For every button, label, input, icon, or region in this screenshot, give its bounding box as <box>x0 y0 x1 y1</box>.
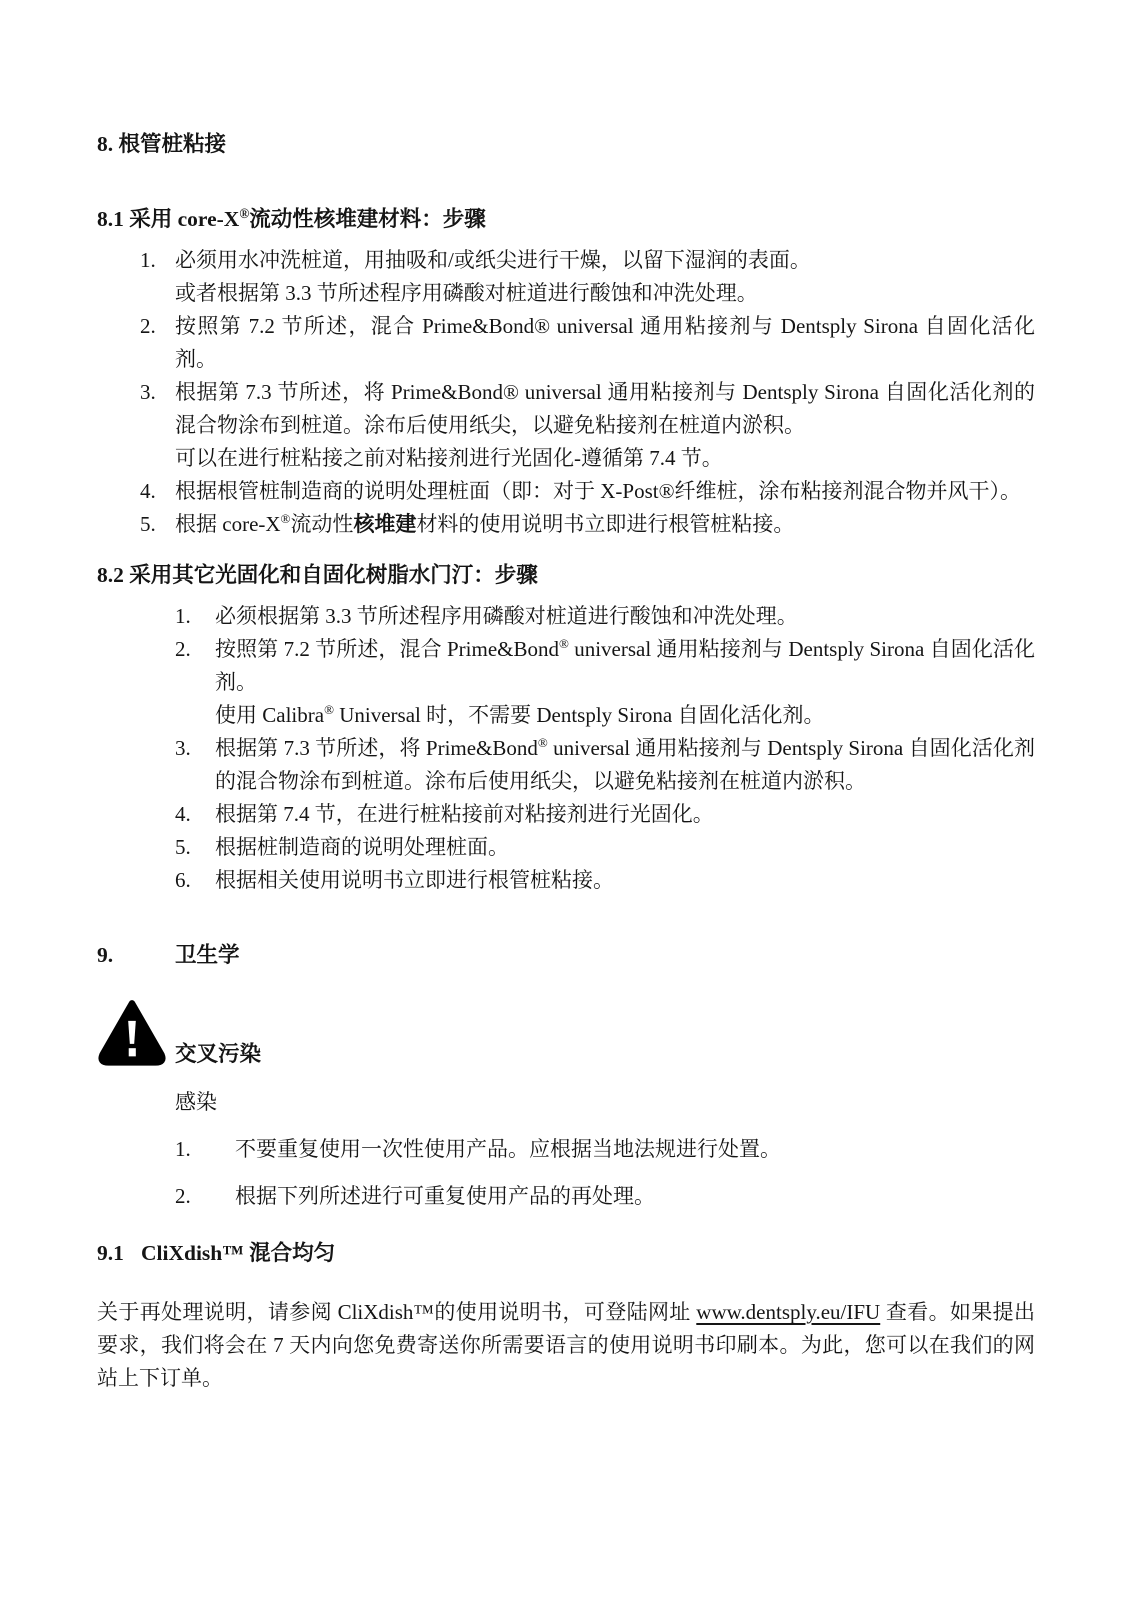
text-segment: 按照第 7.2 节所述，混合 Prime&Bond® universal 通用粘接剂与 Dentsply Sirona 自固化活化剂。 <box>175 314 1035 371</box>
section-8-heading <box>97 128 1035 161</box>
list-item-number: 1. <box>175 1137 191 1161</box>
text-segment: 根据相关使用说明书立即进行根管桩粘接。 <box>215 868 614 892</box>
list-item <box>175 600 1035 633</box>
list-item-text <box>175 376 1035 475</box>
list-item-text <box>215 831 1035 864</box>
section-9-1-title: CliXdish™ 混合均匀 <box>141 1241 336 1265</box>
text-segment: 根据根管桩制造商的说明处理桩面（即：对于 X-Post®纤维桩，涂布粘接剂混合物并风干）。 <box>175 479 1022 503</box>
text-segment: 核堆建 <box>353 512 417 536</box>
text-segment: 8.1 采用 core-X <box>97 207 240 231</box>
list-item-text <box>175 244 1035 310</box>
text-segment: 根据第 7.3 节所述，将 Prime&Bond <box>215 736 538 760</box>
list-item-text <box>215 798 1035 831</box>
text-segment: 按照第 7.2 节所述，混合 Prime&Bond <box>215 637 559 661</box>
list-item-number: 1. <box>175 604 191 628</box>
list-item <box>175 633 1035 732</box>
section-8-1-heading <box>97 203 1035 236</box>
text-segment: 流动性 <box>290 512 354 536</box>
text-segment: 根据第 7.3 节所述，将 Prime&Bond® universal 通用粘接剂与 Dentsply Sirona 自固化活化剂的混合物涂布到桩道。涂布后使用纸尖，以避免粘接剂在桩道内淤积。 <box>175 380 1035 437</box>
registered-mark: ® <box>239 205 250 221</box>
text-segment: 查看。如果提出要求，我们将会在 7 天内向您免费寄送你所需要语言的使用说明书印刷本。为此，您可以在我们的网站上下订单。 <box>97 1300 1036 1390</box>
section-9-number: 9. <box>97 943 114 967</box>
list-item-number: 4. <box>175 802 191 826</box>
text-segment: Universal 时，不需要 Dentsply Sirona 自固化活化剂。 <box>333 703 825 727</box>
section-9-title: 卫生学 <box>175 943 240 967</box>
text-segment: 可以在进行桩粘接之前对粘接剂进行光固化-遵循第 7.4 节。 <box>175 446 723 470</box>
section-9-heading <box>97 939 1035 972</box>
list-item-text <box>215 864 1035 897</box>
section-8-2-heading <box>97 559 1035 592</box>
list-item-number: 5. <box>140 512 156 536</box>
registered-mark: ® <box>537 735 548 750</box>
warning-triangle-icon <box>97 998 175 1070</box>
warning-label: 交叉污染 <box>175 1042 262 1066</box>
text-segment: 使用 Calibra <box>215 703 325 727</box>
list-item-number: 1. <box>140 248 156 272</box>
list-item-text <box>235 1180 1035 1213</box>
list-item-text <box>235 1133 1035 1166</box>
list-item-text <box>175 475 1035 508</box>
text-segment: 必须用水冲洗桩道，用抽吸和/或纸尖进行干燥，以留下湿润的表面。 <box>175 248 811 272</box>
text-segment: 根据桩制造商的说明处理桩面。 <box>215 835 509 859</box>
dentsply-ifu-link[interactable]: www.dentsply.eu/IFU <box>696 1300 881 1324</box>
list-item <box>140 244 1035 310</box>
registered-mark: ® <box>280 511 291 526</box>
list-item <box>175 798 1035 831</box>
registered-mark: ® <box>558 636 569 651</box>
infection-label: 感染 <box>175 1090 217 1114</box>
section-8-1-steps-list <box>140 244 1035 541</box>
text-segment: 根据下列所述进行可重复使用产品的再处理。 <box>235 1184 655 1208</box>
section-9-1-heading <box>97 1237 1035 1270</box>
list-item <box>175 732 1035 798</box>
text-segment: 流动性核堆建材料：步骤 <box>249 207 486 231</box>
list-item-number: 4. <box>140 479 156 503</box>
text-segment: universal 通用粘接剂与 Dentsply Sirona 自固化活化剂的混合物涂布到桩道。涂布后使用纸尖，以避免粘接剂在桩道内淤积。 <box>215 736 1035 793</box>
text-segment: 根据 core-X <box>175 512 281 536</box>
text-segment: 材料的使用说明书立即进行根管桩粘接。 <box>416 512 795 536</box>
section-8-2-steps-list <box>175 600 1035 897</box>
text-segment: 关于再处理说明，请参阅 CliXdish™的使用说明书，可登陆网址 <box>97 1300 697 1324</box>
list-item-text <box>215 633 1035 732</box>
list-item <box>175 864 1035 897</box>
text-segment: 8.2 采用其它光固化和自固化树脂水门汀：步骤 <box>97 563 538 587</box>
text-segment: 8. 根管桩粘接 <box>97 132 227 156</box>
hygiene-steps-list <box>175 1133 1035 1213</box>
text-segment: 根据第 7.4 节，在进行桩粘接前对粘接剂进行光固化。 <box>215 802 714 826</box>
list-item-number: 6. <box>175 868 191 892</box>
list-item-number: 3. <box>140 380 156 404</box>
list-item-number: 5. <box>175 835 191 859</box>
text-segment: 或者根据第 3.3 节所述程序用磷酸对桩道进行酸蚀和冲洗处理。 <box>175 281 758 305</box>
list-item-number: 2. <box>175 1184 191 1208</box>
list-item-text <box>215 732 1035 798</box>
list-item-text <box>215 600 1035 633</box>
reprocessing-paragraph <box>97 1296 1035 1395</box>
text-segment: 必须根据第 3.3 节所述程序用磷酸对桩道进行酸蚀和冲洗处理。 <box>215 604 798 628</box>
list-item <box>140 508 1035 541</box>
text-segment: universal 通用粘接剂与 Dentsply Sirona 自固化活化剂。 <box>215 637 1035 694</box>
list-item <box>175 1133 1035 1166</box>
list-item <box>175 1180 1035 1213</box>
list-item-number: 3. <box>175 736 191 760</box>
list-item-number: 2. <box>175 637 191 661</box>
section-9-1-number: 9.1 <box>97 1241 124 1265</box>
registered-mark: ® <box>324 702 334 717</box>
text-segment: 不要重复使用一次性使用产品。应根据当地法规进行处置。 <box>235 1137 781 1161</box>
list-item <box>175 831 1035 864</box>
list-item <box>140 310 1035 376</box>
list-item-text <box>175 310 1035 376</box>
list-item-number: 2. <box>140 314 156 338</box>
list-item-text <box>175 508 1035 541</box>
list-item <box>140 376 1035 475</box>
warning-block <box>97 998 1035 1070</box>
list-item <box>140 475 1035 508</box>
